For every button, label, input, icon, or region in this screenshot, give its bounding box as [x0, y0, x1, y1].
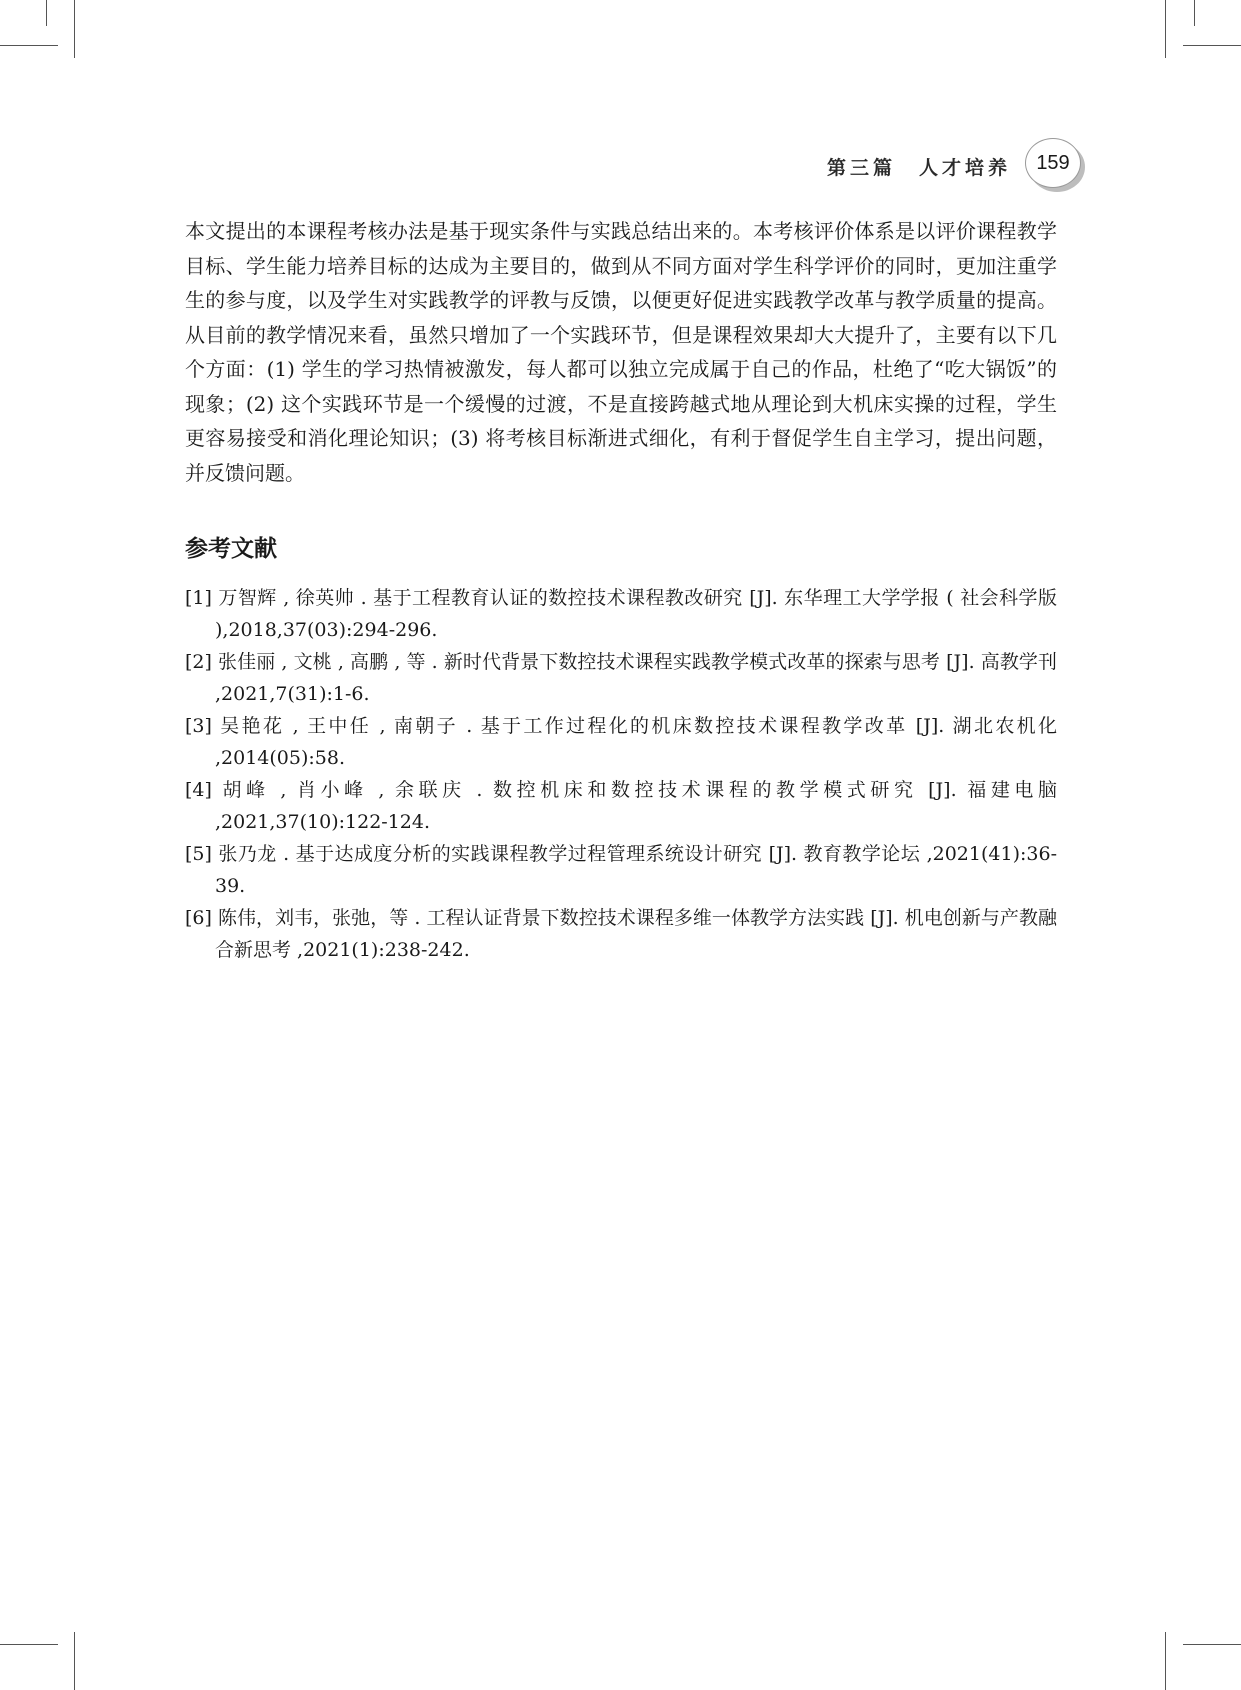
references-list: [185, 583, 1057, 966]
crop-mark-top-left-h: [0, 45, 58, 46]
crop-mark-top-right-v: [1165, 0, 1166, 58]
crop-mark-bottom-right-v: [1165, 1632, 1166, 1690]
crop-mark-top-right-h: [1183, 45, 1241, 46]
running-header: [827, 138, 1081, 188]
crop-mark-top-right-v2: [1194, 0, 1195, 26]
crop-mark-bottom-right-h: [1183, 1644, 1241, 1645]
reference-item-2: [2] 张佳丽 , 文桃 , 高鹏 , 等 . 新时代背景下数控技术课程实践教学模式改革的探索与思考 [J]. 高教学刊 ,2021,7(31):1-6.: [185, 651, 1057, 705]
crop-mark-top-left-v2: [46, 0, 47, 26]
crop-mark-bottom-left-v: [74, 1632, 75, 1690]
reference-item-6: [6] 陈伟，刘韦，张弛，等 . 工程认证背景下数控技术课程多维一体教学方法实践 [J]. 机电创新与产教融合新思考 ,2021(1):238-242.: [185, 907, 1057, 961]
references-heading: 参考文献: [185, 536, 277, 562]
page-content: [185, 214, 1057, 967]
crop-mark-bottom-left-h: [0, 1644, 58, 1645]
page-number-badge: 159: [1025, 138, 1081, 188]
reference-item-3: [3] 吴艳花 , 王中任 , 南朝子 . 基于工作过程化的机床数控技术课程教学改革 [J]. 湖北农机化 ,2014(05):58.: [185, 715, 1057, 769]
reference-item-1: [1] 万智辉 , 徐英帅 . 基于工程教育认证的数控技术课程教改研究 [J]. 东华理工大学学报 ( 社会科学版 ),2018,37(03):294-296.: [185, 587, 1057, 641]
body-paragraph: 本文提出的本课程考核办法是基于现实条件与实践总结出来的。本考核评价体系是以评价课程教学目标、学生能力培养目标的达成为主要目的，做到从不同方面对学生科学评价的同时，更加注重学生的参与度，以及学生对实践教学的评教与反馈，以便更好促进实践教学改革与教学质量的提高。从目前的教学情况来看，虽然只增加了一个实践环节，但是课程效果却大大提升了，主要有以下几个方面：(1) 学生的学习热情被激发，每人都可以独立完成属于自己的作品，杜绝了“吃大锅饭”的现象；(2) 这个实践环节是一个缓慢的过渡，不是直接跨越式地从理论到大机床实操的过程，学生更容易接受和消化理论知识；(3) 将考核目标渐进式细化，有利于督促学生自主学习，提出问题，并反馈问题。: [185, 219, 1057, 485]
running-title: 第三篇 人才培养: [826, 156, 1011, 179]
reference-item-5: [5] 张乃龙 . 基于达成度分析的实践课程教学过程管理系统设计研究 [J]. 教育教学论坛 ,2021(41):36-39.: [185, 843, 1057, 897]
reference-item-4: [4] 胡峰 , 肖小峰 , 余联庆 . 数控机床和数控技术课程的教学模式研究 [J]. 福建电脑 ,2021,37(10):122-124.: [185, 779, 1057, 833]
crop-mark-top-left-v: [74, 0, 75, 58]
